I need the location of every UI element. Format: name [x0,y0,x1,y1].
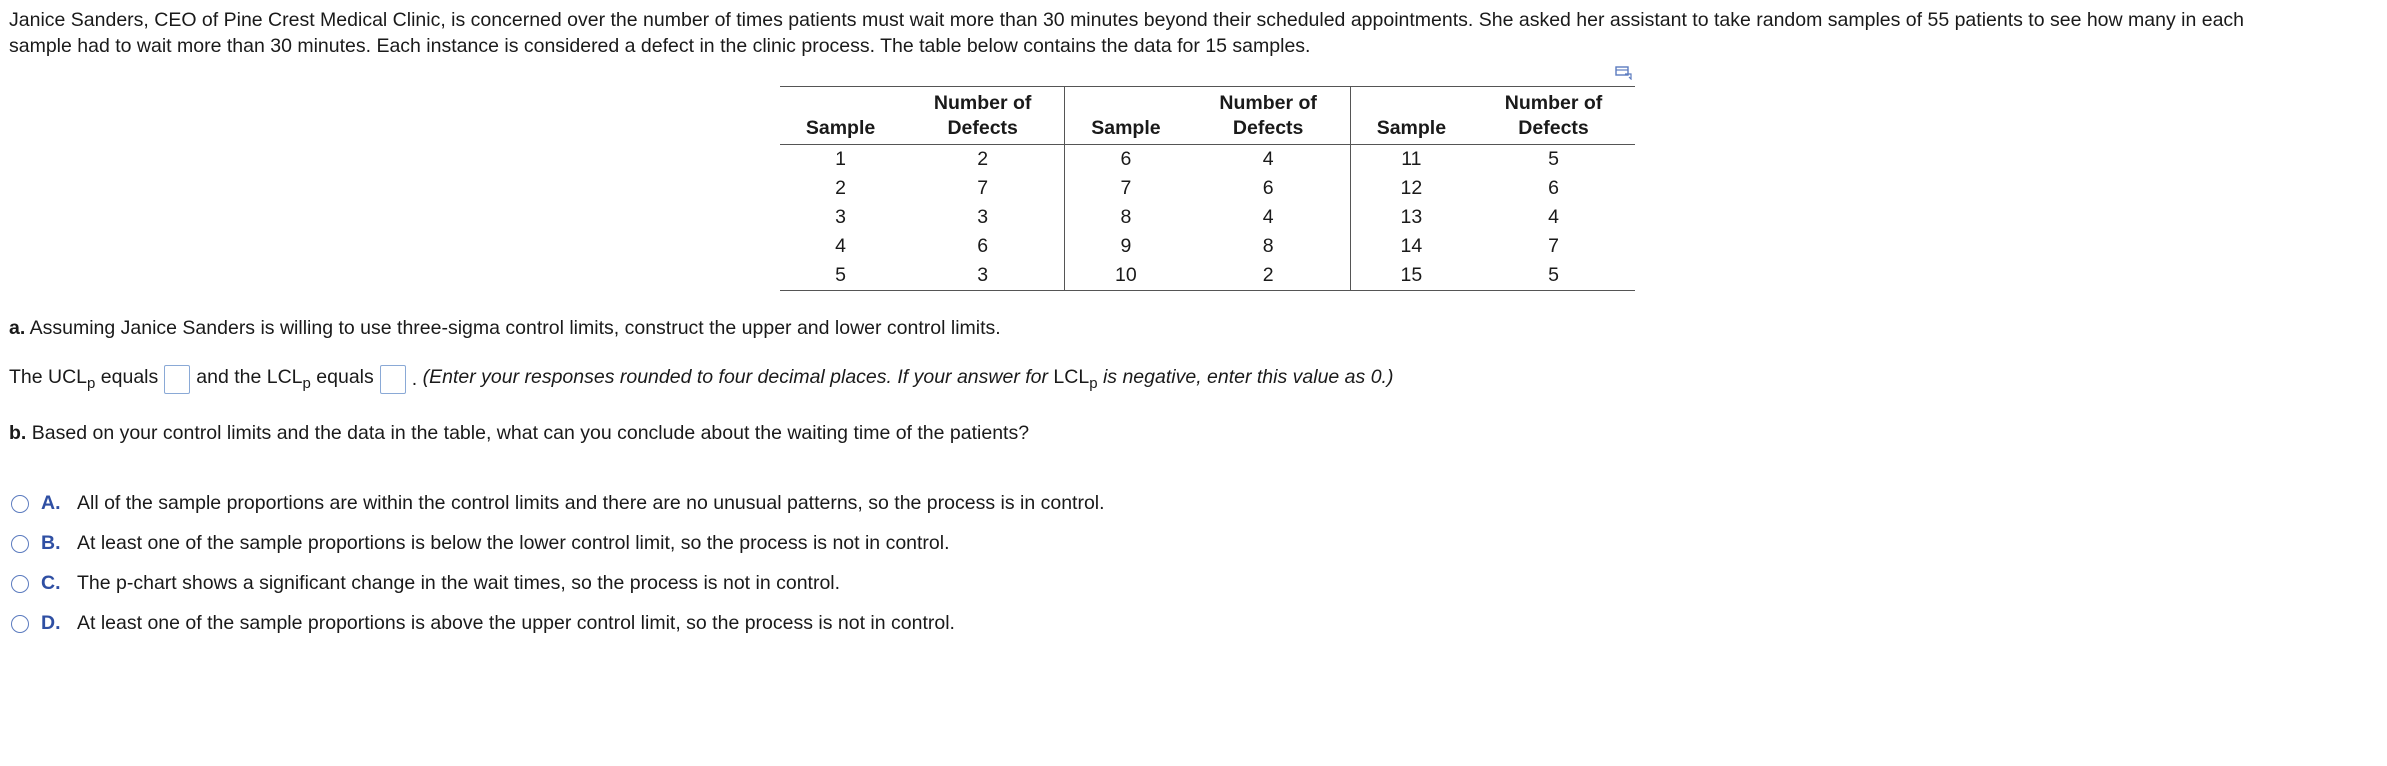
cell-defects: 2 [977,147,989,170]
header-sample-3: Sample [1350,87,1472,145]
ucl-label: The $UCL_p$ equals [9,366,159,393]
choice-b[interactable] [11,524,1105,564]
choice-d[interactable] [11,604,1105,644]
cell-defects: 4 [1548,205,1559,228]
part-a-label: a. [9,317,26,339]
cell-sample: 2 [835,176,846,199]
choice-a[interactable] [11,484,1105,524]
radio-icon[interactable] [11,535,29,553]
table-row [780,174,1635,203]
choice-text: All of the sample proportions are within the control limits and there are no unusual patterns, so the process is in control. [77,492,1105,515]
table-row [780,144,1635,174]
part-b-question [9,421,1029,447]
header-defects-1: Number of Defects [901,87,1065,145]
cell-defects: 3 [977,263,989,286]
copy-table-icon[interactable] [1615,66,1633,80]
cell-defects: 6 [1548,176,1559,199]
header-defects-3: Number of Defects [1472,87,1635,145]
problem-statement-line-1: Janice Sanders, CEO of Pine Crest Medical Clinic, is concerned over the number of times patients must wait more than 30 minutes beyond their scheduled appointments. She asked her assistant to take random samples of 55 patients to see how many in each [9,9,2245,31]
cell-defects: 3 [977,205,989,228]
problem-statement-line-2: sample had to wait more than 30 minutes. Each instance is considered a defect in the clinic process. The table below contains the data for 15 samples. [9,34,1311,57]
cell-sample: 7 [1065,174,1187,203]
cell-sample: 3 [835,205,846,228]
part-a-text: Assuming Janice Sanders is willing to use three-sigma control limits, construct the upper and lower control limits. [25,317,1001,339]
choice-text: At least one of the sample proportions is above the upper control limit, so the process is not in control. [77,612,955,635]
cell-defects: 4 [1262,205,1274,228]
lcl-label: and the $LCL_p$ equals [196,366,374,393]
cell-defects: 6 [977,234,989,257]
cell-sample: 15 [1350,261,1472,291]
cell-defects: 2 [1262,263,1274,286]
choice-letter: A. [41,492,61,515]
choice-text: The p-chart shows a significant change in the wait times, so the process is not in control. [77,572,841,595]
cell-sample: 1 [835,147,846,170]
cell-defects: 4 [1262,147,1274,170]
defects-table-container [780,86,1635,291]
cell-defects: 6 [1262,176,1274,199]
cell-sample: 11 [1350,144,1472,174]
cell-sample: 12 [1350,174,1472,203]
cell-sample: 8 [1065,203,1187,232]
choice-letter: B. [41,532,61,555]
cell-sample: 14 [1350,232,1472,261]
answer-choices [11,484,1105,644]
radio-icon[interactable] [11,495,29,513]
cell-sample: 6 [1065,144,1187,174]
radio-icon[interactable] [11,615,29,633]
choice-letter: C. [41,572,61,595]
header-sample-1: Sample [780,87,901,145]
part-a-answer-line [9,365,1393,394]
part-b-text: Based on your control limits and the data in the table, what can you conclude about the waiting time of the patients? [26,422,1030,444]
header-defects-2: Number of Defects [1187,87,1351,145]
table-header-row [780,87,1635,145]
answer-period: . [411,367,418,390]
choice-c[interactable] [11,564,1105,604]
radio-icon[interactable] [11,575,29,593]
table-row [780,261,1635,291]
part-a-question [9,316,1001,342]
choice-text: At least one of the sample proportions is below the lower control limit, so the process is not in control. [77,532,950,555]
cell-sample: 13 [1350,203,1472,232]
choice-letter: D. [41,612,61,635]
problem-statement [9,8,2387,59]
cell-defects: 5 [1548,147,1559,170]
cell-sample: 4 [835,234,846,257]
part-b-label: b. [9,422,27,444]
cell-sample: 10 [1065,261,1187,291]
cell-sample: 5 [835,263,846,286]
cell-defects: 7 [1548,234,1559,257]
cell-sample: 9 [1065,232,1187,261]
cell-defects: 7 [977,176,989,199]
header-sample-2: Sample [1065,87,1187,145]
ucl-input[interactable] [164,365,190,394]
lcl-input[interactable] [380,365,406,394]
table-row [780,232,1635,261]
table-row [780,203,1635,232]
cell-defects: 8 [1262,234,1274,257]
defects-table [780,86,1635,291]
cell-defects: 5 [1548,263,1559,286]
rounding-instructions: (Enter your responses rounded to four decimal places. If your answer for $LCL_p$ is negative, enter this value as 0.) [422,366,1394,393]
